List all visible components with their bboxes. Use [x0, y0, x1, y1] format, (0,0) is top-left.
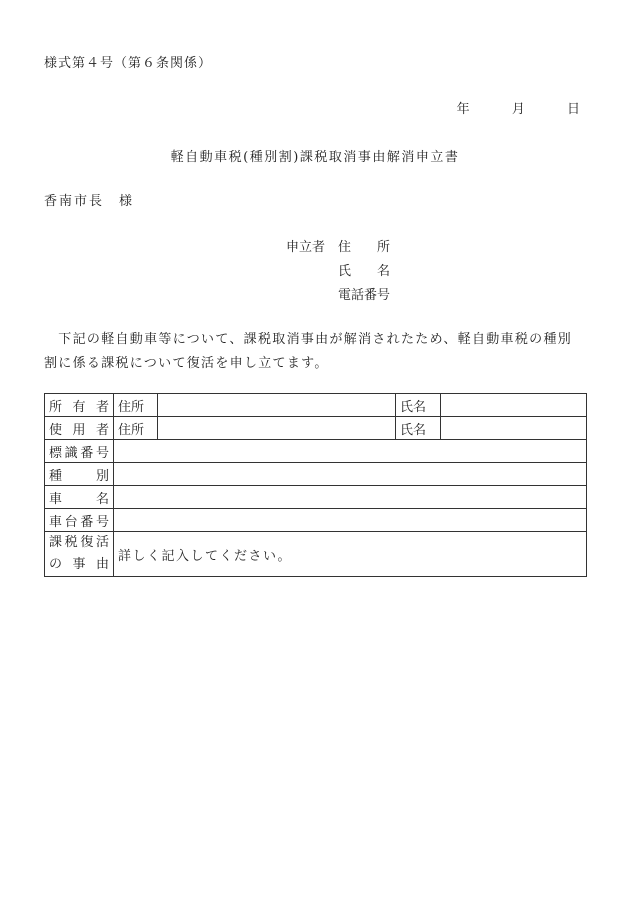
plate-number-label: 標 識 番 号 [45, 440, 114, 463]
plate-row [45, 440, 587, 463]
user-address-label: 住所 [114, 417, 158, 440]
chassis-number-field[interactable] [114, 509, 587, 532]
reason-field[interactable] [114, 532, 587, 577]
lead-paragraph: 下記の軽自動車等について、課税取消事由が解消されたため、軽自動車税の種別割に係る課税について復活を申し立てます。 [44, 332, 573, 371]
owner-name-field[interactable] [441, 394, 587, 417]
user-label: 使 用 者 [45, 417, 114, 440]
reason-label: 課 税 復 活 の 事 由 [45, 532, 114, 577]
form-number: 様式第４号（第６条関係） [44, 56, 213, 71]
applicant-phone-label: 電話番号 [338, 288, 391, 303]
reason-row [45, 532, 587, 577]
chassis-row [45, 509, 587, 532]
owner-name-label: 氏名 [396, 394, 441, 417]
kind-label: 種 別 [45, 463, 114, 486]
kind-field[interactable] [114, 463, 587, 486]
user-name-field[interactable] [441, 417, 587, 440]
reason-instruction: 詳しく記入してください。 [118, 548, 293, 564]
vehicle-name-field[interactable] [114, 486, 587, 509]
owner-address-field[interactable] [158, 394, 396, 417]
date-month: 月 [511, 102, 525, 117]
date-day: 日 [566, 102, 580, 117]
owner-address-label: 住所 [114, 394, 158, 417]
applicant-heading: 申立者 [286, 240, 326, 255]
vehicle-name-row [45, 486, 587, 509]
owner-label: 所 有 者 [45, 394, 114, 417]
chassis-number-label: 車 台 番 号 [45, 509, 114, 532]
user-row [45, 417, 587, 440]
document-title: 軽自動車税(種別割)課税取消事由解消申立書 [170, 150, 460, 165]
user-address-field[interactable] [158, 417, 396, 440]
kind-row [45, 463, 587, 486]
applicant-address-label: 住 所 [338, 240, 391, 255]
applicant-block [286, 236, 390, 308]
vehicle-form-table [44, 393, 587, 577]
applicant-name-label: 氏 名 [338, 264, 391, 279]
plate-number-field[interactable] [114, 440, 587, 463]
owner-row [45, 394, 587, 417]
date-year: 年 [456, 102, 470, 117]
vehicle-name-label: 車 名 [45, 486, 114, 509]
date-line [433, 98, 580, 117]
user-name-label: 氏名 [396, 417, 441, 440]
addressee: 香南市長 様 [44, 194, 135, 209]
